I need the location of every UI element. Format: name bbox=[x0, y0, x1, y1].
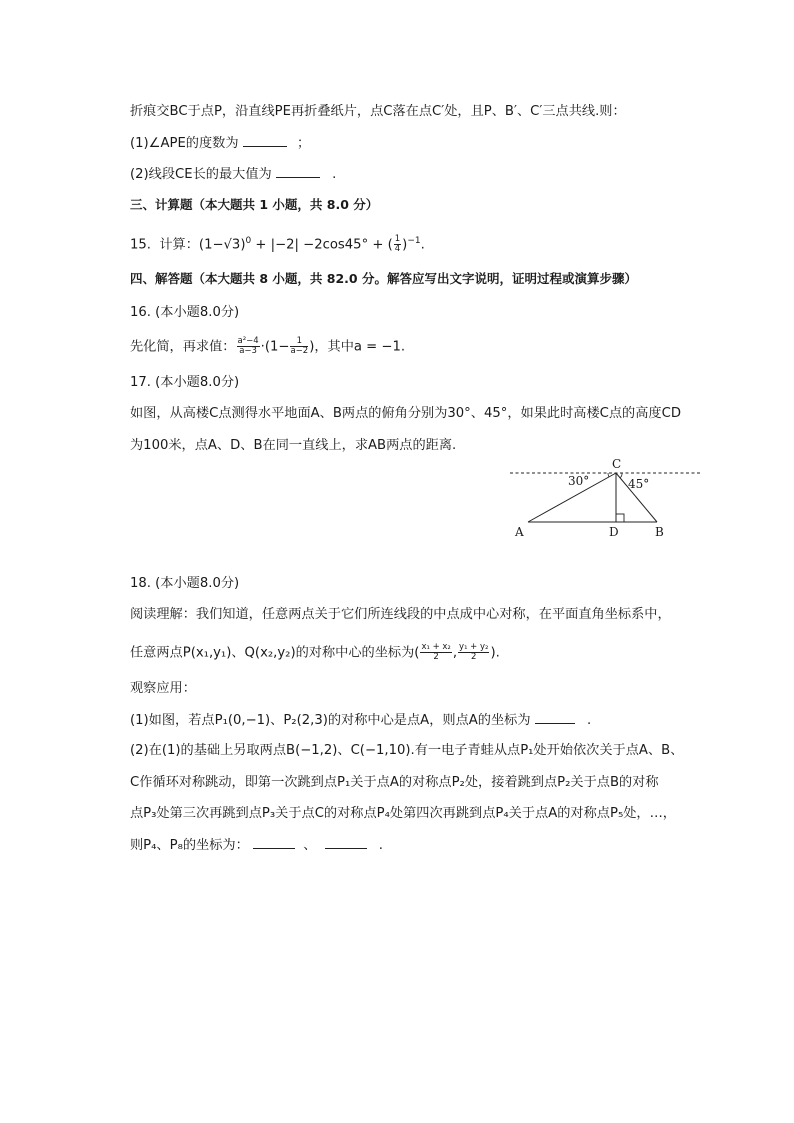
separator: 、 bbox=[303, 838, 317, 853]
question-ce-max-end: . bbox=[332, 167, 337, 182]
problem-17-line2: 为100米，点A、D、B在同一直线上，求AB两点的距离. bbox=[130, 438, 457, 453]
problem-16-text: 先化简，再求值： bbox=[130, 339, 236, 355]
question-18-1-text: (1)如图，若点P₁(0,−1)、P₂(2,3)的对称中心是点A，则点A的坐标为 bbox=[130, 713, 531, 728]
right-angle-mark bbox=[616, 514, 624, 522]
fraction-numerator: x₁ + x₂ bbox=[421, 642, 451, 652]
question-18-1 bbox=[130, 711, 591, 730]
section-heading-solve: 四、解答题（本大题共 8 小题，共 82.0 分。解答应写出文字说明，证明过程或演算步骤） bbox=[130, 271, 637, 286]
fraction-x-mid bbox=[420, 643, 451, 662]
problem-18-line2 bbox=[130, 643, 500, 663]
problem-18-line1: 阅读理解：我们知道，任意两点关于它们所连线段的中点成中心对称，在平面直角坐标系中， bbox=[130, 607, 671, 622]
question-18-2-line3: 点P₃处第三次再跳到点P₃关于点C的对称点P₄处第四次再跳到点P₄关于点A的对称点P₅处，…， bbox=[130, 806, 676, 821]
fraction-denominator: a−2 bbox=[290, 346, 309, 356]
text-line-fold: 折痕交BC于点P，沿直线PE再折叠纸片，点C落在点C′处，且P、B′、C′三点共线.则： bbox=[130, 104, 626, 119]
problem-17-line1: 如图，从高楼C点测得水平地面A、B两点的俯角分别为30°、45°，如果此时高楼C点的高度CD bbox=[130, 406, 681, 421]
problem-18-header: 18. (本小题8.0分) bbox=[130, 576, 240, 591]
label-d: D bbox=[609, 525, 619, 539]
exponent: 0 bbox=[245, 236, 252, 246]
problem-16-end: )，其中a = −1. bbox=[309, 339, 406, 355]
paren-close: ) bbox=[402, 237, 408, 253]
question-18-2-line4 bbox=[130, 836, 383, 855]
problem-15-expr-a: 计算：(1−√3) bbox=[159, 237, 246, 253]
angle-label-45: 45° bbox=[628, 477, 650, 491]
fraction-a bbox=[237, 337, 260, 356]
fraction-numerator: 1 bbox=[394, 233, 401, 244]
problem-16-header: 16. (本小题8.0分) bbox=[130, 305, 240, 320]
question-18-2-line4-end: . bbox=[378, 838, 383, 853]
fraction-numerator: a²−4 bbox=[237, 336, 259, 346]
problem-17-header: 17. (本小题8.0分) bbox=[130, 375, 240, 390]
fraction-b bbox=[290, 337, 308, 356]
angle-label-30: 30° bbox=[568, 474, 590, 488]
fraction-denominator: 2 bbox=[433, 652, 439, 662]
answer-blank bbox=[535, 711, 575, 724]
answer-blank bbox=[276, 165, 320, 178]
section-heading-calc: 三、计算题（本大题共 1 小题，共 8.0 分） bbox=[130, 197, 379, 212]
observe-apply: 观察应用： bbox=[130, 681, 196, 696]
question-angle-ape-end: ； bbox=[296, 136, 311, 151]
label-b: B bbox=[655, 525, 664, 539]
answer-blank-p8 bbox=[325, 836, 367, 849]
fraction-numerator: y₁ + y₂ bbox=[459, 642, 489, 652]
fraction-denominator: 2 bbox=[471, 652, 477, 662]
label-a: A bbox=[515, 525, 524, 539]
angle-arc-a bbox=[608, 473, 609, 477]
problem-16-body bbox=[130, 337, 405, 357]
problem-18-line2-text: 任意两点P(x₁,y₁)、Q(x₂,y₂)的对称中心的坐标为( bbox=[130, 645, 420, 661]
exponent: −1 bbox=[407, 236, 421, 246]
question-angle-ape bbox=[130, 134, 310, 153]
label-c: C bbox=[612, 457, 622, 471]
problem-18-line2-end: ). bbox=[490, 645, 500, 661]
question-ce-max bbox=[130, 165, 336, 184]
answer-blank-p4 bbox=[253, 836, 295, 849]
building-angle-figure bbox=[505, 455, 705, 545]
answer-blank bbox=[243, 134, 287, 147]
comma: , bbox=[452, 645, 458, 661]
fraction-quarter bbox=[394, 235, 401, 254]
period: . bbox=[420, 237, 425, 253]
question-18-2-line1: (2)在(1)的基础上另取两点B(−1,2)、C(−1,10).有一电子青蛙从点P₁处开始依次关于点A、B、 bbox=[130, 743, 684, 758]
problem-number: 15. bbox=[130, 237, 151, 253]
problem-15-expr-b: + |−2| −2cos45° + ( bbox=[255, 237, 393, 253]
angle-arc-b bbox=[620, 473, 622, 478]
fraction-y-mid bbox=[458, 643, 489, 662]
fraction-denominator: a−3 bbox=[239, 346, 257, 356]
question-18-2-line4-text: 则P₄、P₈的坐标为： bbox=[130, 838, 249, 853]
question-18-2-line2: C作循环对称跳动，即第一次跳到点P₁关于点A的对称点P₂处，接着跳到点P₂关于点B的对称 bbox=[130, 775, 659, 790]
question-18-1-end: . bbox=[586, 713, 592, 728]
question-angle-ape-text: (1)∠APE的度数为 bbox=[130, 136, 239, 151]
problem-16-mid: ·(1− bbox=[260, 339, 290, 355]
fraction-numerator: 1 bbox=[290, 337, 308, 347]
problem-15 bbox=[130, 232, 425, 254]
question-ce-max-text: (2)线段CE长的最大值为 bbox=[130, 167, 272, 182]
fraction-denominator: 4 bbox=[394, 243, 401, 254]
